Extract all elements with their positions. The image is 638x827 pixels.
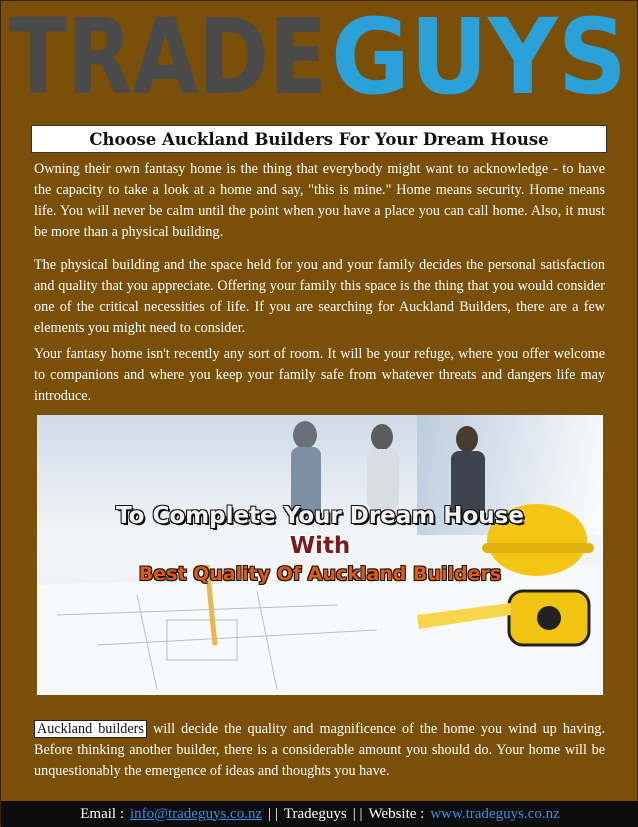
paragraph-1: Owning their own fantasy home is the thing that everybody might want to acknowledge - to have the capacity to take a look at a home and say, "this is mine." Home means security. Home means life. You will never be calm until the point when you have a place you can call home. Also, it must be more than a physical building. xyxy=(34,161,605,240)
footer-bar xyxy=(1,801,638,827)
closing-paragraph xyxy=(34,719,605,782)
website-label: Website : xyxy=(368,805,425,822)
footer-brand: Tradeguys xyxy=(283,805,347,822)
closing-text: will decide the quality and magnificence of the home you wind up having. Before thinking another builder, there is a considerable amount you should do. Your home will be unquestionably the emergence of ideas and thoughts you have. xyxy=(34,721,605,779)
logo-trade: TRADE xyxy=(9,1,327,111)
paragraph-2: The physical building and the space held for you and your family decides the personal satisfaction and quality that you appreciate. Offering your family this space is the thing that you would consider one of the critical necessities of life. If you are searching for Auckland Builders, there are a few elements you might need to consider. xyxy=(34,257,605,336)
banner-line-3: Best Quality Of Auckland Builders xyxy=(138,563,502,585)
auckland-builders-link[interactable]: Auckland builders xyxy=(34,720,147,738)
footer-separator-1: | | xyxy=(268,805,278,822)
page-title-text: Choose Auckland Builders For Your Dream House xyxy=(89,129,549,149)
banner-line-2: With xyxy=(289,533,351,559)
tradeguys-logo xyxy=(9,1,631,111)
email-link[interactable]: info@tradeguys.co.nz xyxy=(130,805,263,822)
email-label: Email : xyxy=(80,805,125,822)
website-link[interactable]: www.tradeguys.co.nz xyxy=(430,805,560,822)
builders-photo xyxy=(37,415,603,695)
page-title xyxy=(31,125,607,153)
banner-line-1: To Complete Your Dream House xyxy=(116,503,524,529)
logo-guys: GUYS xyxy=(331,1,627,111)
footer-separator-2: | | xyxy=(352,805,363,822)
paragraph-3: Your fantasy home isn't recently any sort of room. It will be your refuge, where you offer welcome to companions and where you keep your family safe from whatever threats and dangers life may introduce. xyxy=(34,346,605,404)
